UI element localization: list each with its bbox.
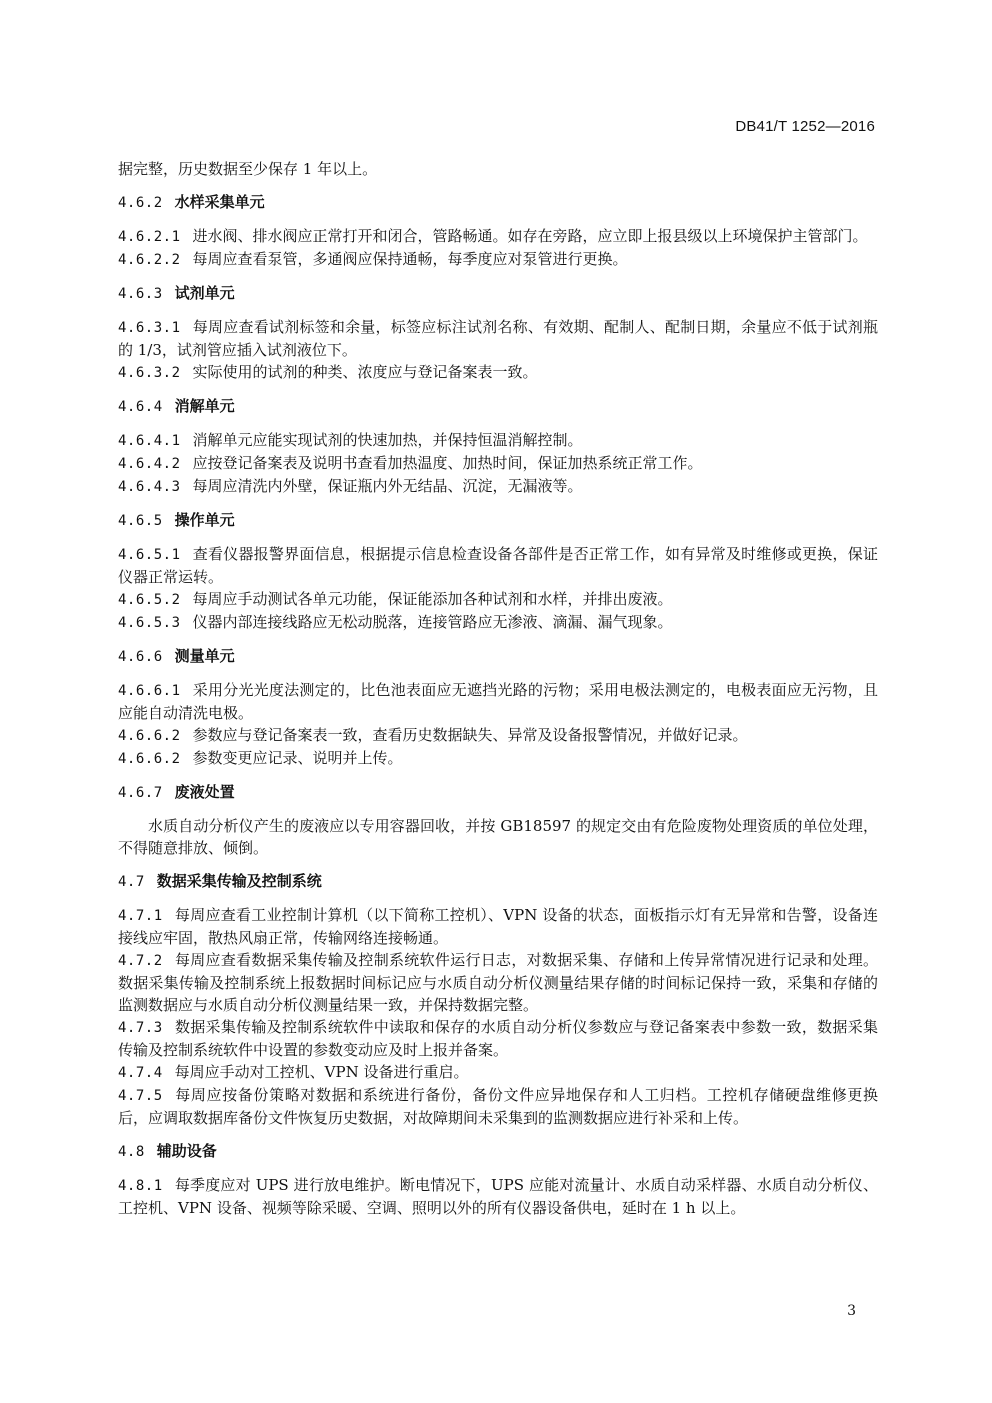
clause-item bbox=[118, 1061, 878, 1084]
clause-item bbox=[118, 225, 878, 248]
clause-text: 消解单元应能实现试剂的快速加热，并保持恒温消解控制。 bbox=[192, 431, 583, 449]
clause-text: 应按登记备案表及说明书查看加热温度、加热时间，保证加热系统正常工作。 bbox=[192, 454, 703, 472]
clause-number: 4.6.5.1 bbox=[118, 547, 181, 563]
clause-number: 4.6.4.1 bbox=[118, 433, 181, 449]
section-heading bbox=[118, 1140, 878, 1163]
section-number: 4.8 bbox=[118, 1144, 145, 1160]
section-title: 操作单元 bbox=[174, 511, 235, 529]
clause-number: 4.8.1 bbox=[118, 1178, 163, 1194]
clause-text: 每周应查看试剂标签和余量，标签应标注试剂名称、有效期、配制人、配制日期，余量应不低于试剂瓶的 1/3，试剂管应插入试剂液位下。 bbox=[118, 318, 878, 359]
clause-item bbox=[118, 588, 878, 611]
clause-item bbox=[118, 724, 878, 747]
clause-item bbox=[118, 475, 878, 498]
section-heading bbox=[118, 191, 878, 214]
clause-item bbox=[118, 1174, 878, 1219]
clause-number: 4.7.1 bbox=[118, 908, 163, 924]
section-number: 4.6.4 bbox=[118, 399, 163, 415]
clause-text: 实际使用的试剂的种类、浓度应与登记备案表一致。 bbox=[192, 363, 538, 381]
clause-text: 参数变更应记录、说明并上传。 bbox=[192, 749, 403, 767]
clause-text: 数据采集传输及控制系统软件中读取和保存的水质自动分析仪参数应与登记备案表中参数一致，数据采集传输及控制系统软件中设置的参数变动应及时上报并备案。 bbox=[118, 1018, 878, 1059]
clause-text: 每周应手动测试各单元功能，保证能添加各种试剂和水样，并排出废液。 bbox=[192, 590, 673, 608]
clause-number: 4.7.4 bbox=[118, 1065, 163, 1081]
clause-text: 每周应查看泵管，多通阀应保持通畅，每季度应对泵管进行更换。 bbox=[192, 250, 628, 268]
clause-item bbox=[118, 949, 878, 1016]
clause-text: 进水阀、排水阀应正常打开和闭合，管路畅通。如存在旁路，应立即上报县级以上环境保护主管部门。 bbox=[192, 227, 868, 245]
page-number: 3 bbox=[847, 1303, 856, 1319]
clause-text: 每周应手动对工控机、VPN 设备进行重启。 bbox=[174, 1063, 469, 1081]
clause-number: 4.6.4.2 bbox=[118, 456, 181, 472]
section-number: 4.6.5 bbox=[118, 513, 163, 529]
section-heading bbox=[118, 870, 878, 893]
section-number: 4.6.6 bbox=[118, 649, 163, 665]
section-title: 废液处置 bbox=[174, 783, 235, 801]
clause-number: 4.7.2 bbox=[118, 953, 163, 969]
clause-number: 4.6.5.3 bbox=[118, 615, 181, 631]
section-heading bbox=[118, 509, 878, 532]
clause-text: 每季度应对 UPS 进行放电维护。断电情况下，UPS 应能对流量计、水质自动采样器、水质自动分析仪、工控机、VPN 设备、视频等除采暖、空调、照明以外的所有仪器设备供电，延时在 1 h 以上。 bbox=[118, 1176, 878, 1217]
clause-number: 4.6.6.1 bbox=[118, 683, 181, 699]
section-number: 4.7 bbox=[118, 874, 145, 890]
clause-item bbox=[118, 452, 878, 475]
clause-number: 4.6.4.3 bbox=[118, 479, 181, 495]
section-title: 测量单元 bbox=[174, 647, 235, 665]
clause-number: 4.6.5.2 bbox=[118, 592, 181, 608]
clause-number: 4.6.2.1 bbox=[118, 229, 181, 245]
document-code-header: DB41/T 1252—2016 bbox=[735, 118, 875, 135]
clause-item bbox=[118, 543, 878, 588]
clause-text: 仪器内部连接线路应无松动脱落，连接管路应无渗液、滴漏、漏气现象。 bbox=[192, 613, 673, 631]
clause-item bbox=[118, 611, 878, 634]
section-title: 试剂单元 bbox=[174, 284, 235, 302]
section-title: 辅助设备 bbox=[156, 1142, 217, 1160]
section-heading bbox=[118, 395, 878, 418]
clause-item bbox=[118, 316, 878, 361]
clause-number: 4.6.6.2 bbox=[118, 728, 181, 744]
clause-text: 每周应查看工业控制计算机（以下简称工控机）、VPN 设备的状态，面板指示灯有无异常和告警，设备连接线应牢固，散热风扇正常，传输网络连接畅通。 bbox=[118, 906, 878, 947]
section-title: 消解单元 bbox=[174, 397, 235, 415]
clause-number: 4.6.3.1 bbox=[118, 320, 181, 336]
clause-text: 采用分光光度法测定的，比色池表面应无遮挡光路的污物；采用电极法测定的，电极表面应无污物，且应能自动清洗电极。 bbox=[118, 681, 878, 722]
clause-number: 4.6.6.2 bbox=[118, 751, 181, 767]
clause-item bbox=[118, 429, 878, 452]
clause-item bbox=[118, 1016, 878, 1061]
section-number: 4.6.2 bbox=[118, 195, 163, 211]
clause-item bbox=[118, 1084, 878, 1129]
clause-text: 每周应查看数据采集传输及控制系统软件运行日志，对数据采集、存储和上传异常情况进行记录和处理。数据采集传输及控制系统上报数据时间标记应与水质自动分析仪测量结果存储的时间标记保持一致，采集和存储的监测数据应与水质自动分析仪测量结果一致，并保持数据完整。 bbox=[118, 951, 878, 1014]
clause-text: 参数应与登记备案表一致，查看历史数据缺失、异常及设备报警情况，并做好记录。 bbox=[192, 726, 748, 744]
clause-item bbox=[118, 679, 878, 724]
section-title: 数据采集传输及控制系统 bbox=[156, 872, 322, 890]
section-heading bbox=[118, 645, 878, 668]
clause-item bbox=[118, 904, 878, 949]
clause-number: 4.7.3 bbox=[118, 1020, 163, 1036]
section-number: 4.6.3 bbox=[118, 286, 163, 302]
clause-number: 4.6.3.2 bbox=[118, 365, 181, 381]
clause-number: 4.7.5 bbox=[118, 1088, 163, 1104]
section-title: 水样采集单元 bbox=[174, 193, 265, 211]
document-body bbox=[118, 158, 878, 1230]
clause-text: 每周应清洗内外壁，保证瓶内外无结晶、沉淀，无漏液等。 bbox=[192, 477, 583, 495]
clause-number: 4.6.2.2 bbox=[118, 252, 181, 268]
section-number: 4.6.7 bbox=[118, 785, 163, 801]
clause-item bbox=[118, 361, 878, 384]
body-paragraph: 水质自动分析仪产生的废液应以专用容器回收，并按 GB18597 的规定交由有危险废物处理资质的单位处理，不得随意排放、倾倒。 bbox=[118, 817, 878, 857]
clause-text: 每周应按备份策略对数据和系统进行备份，备份文件应异地保存和人工归档。工控机存储硬盘维修更换后，应调取数据库备份文件恢复历史数据，对故障期间未采集到的监测数据应进行补采和上传。 bbox=[118, 1086, 878, 1127]
clause-text: 查看仪器报警界面信息，根据提示信息检查设备各部件是否正常工作，如有异常及时维修或更换，保证仪器正常运转。 bbox=[118, 545, 878, 586]
body-paragraph: 据完整，历史数据至少保存 1 年以上。 bbox=[118, 160, 378, 178]
section-heading bbox=[118, 781, 878, 804]
section-heading bbox=[118, 282, 878, 305]
clause-item bbox=[118, 248, 878, 271]
clause-item bbox=[118, 747, 878, 770]
